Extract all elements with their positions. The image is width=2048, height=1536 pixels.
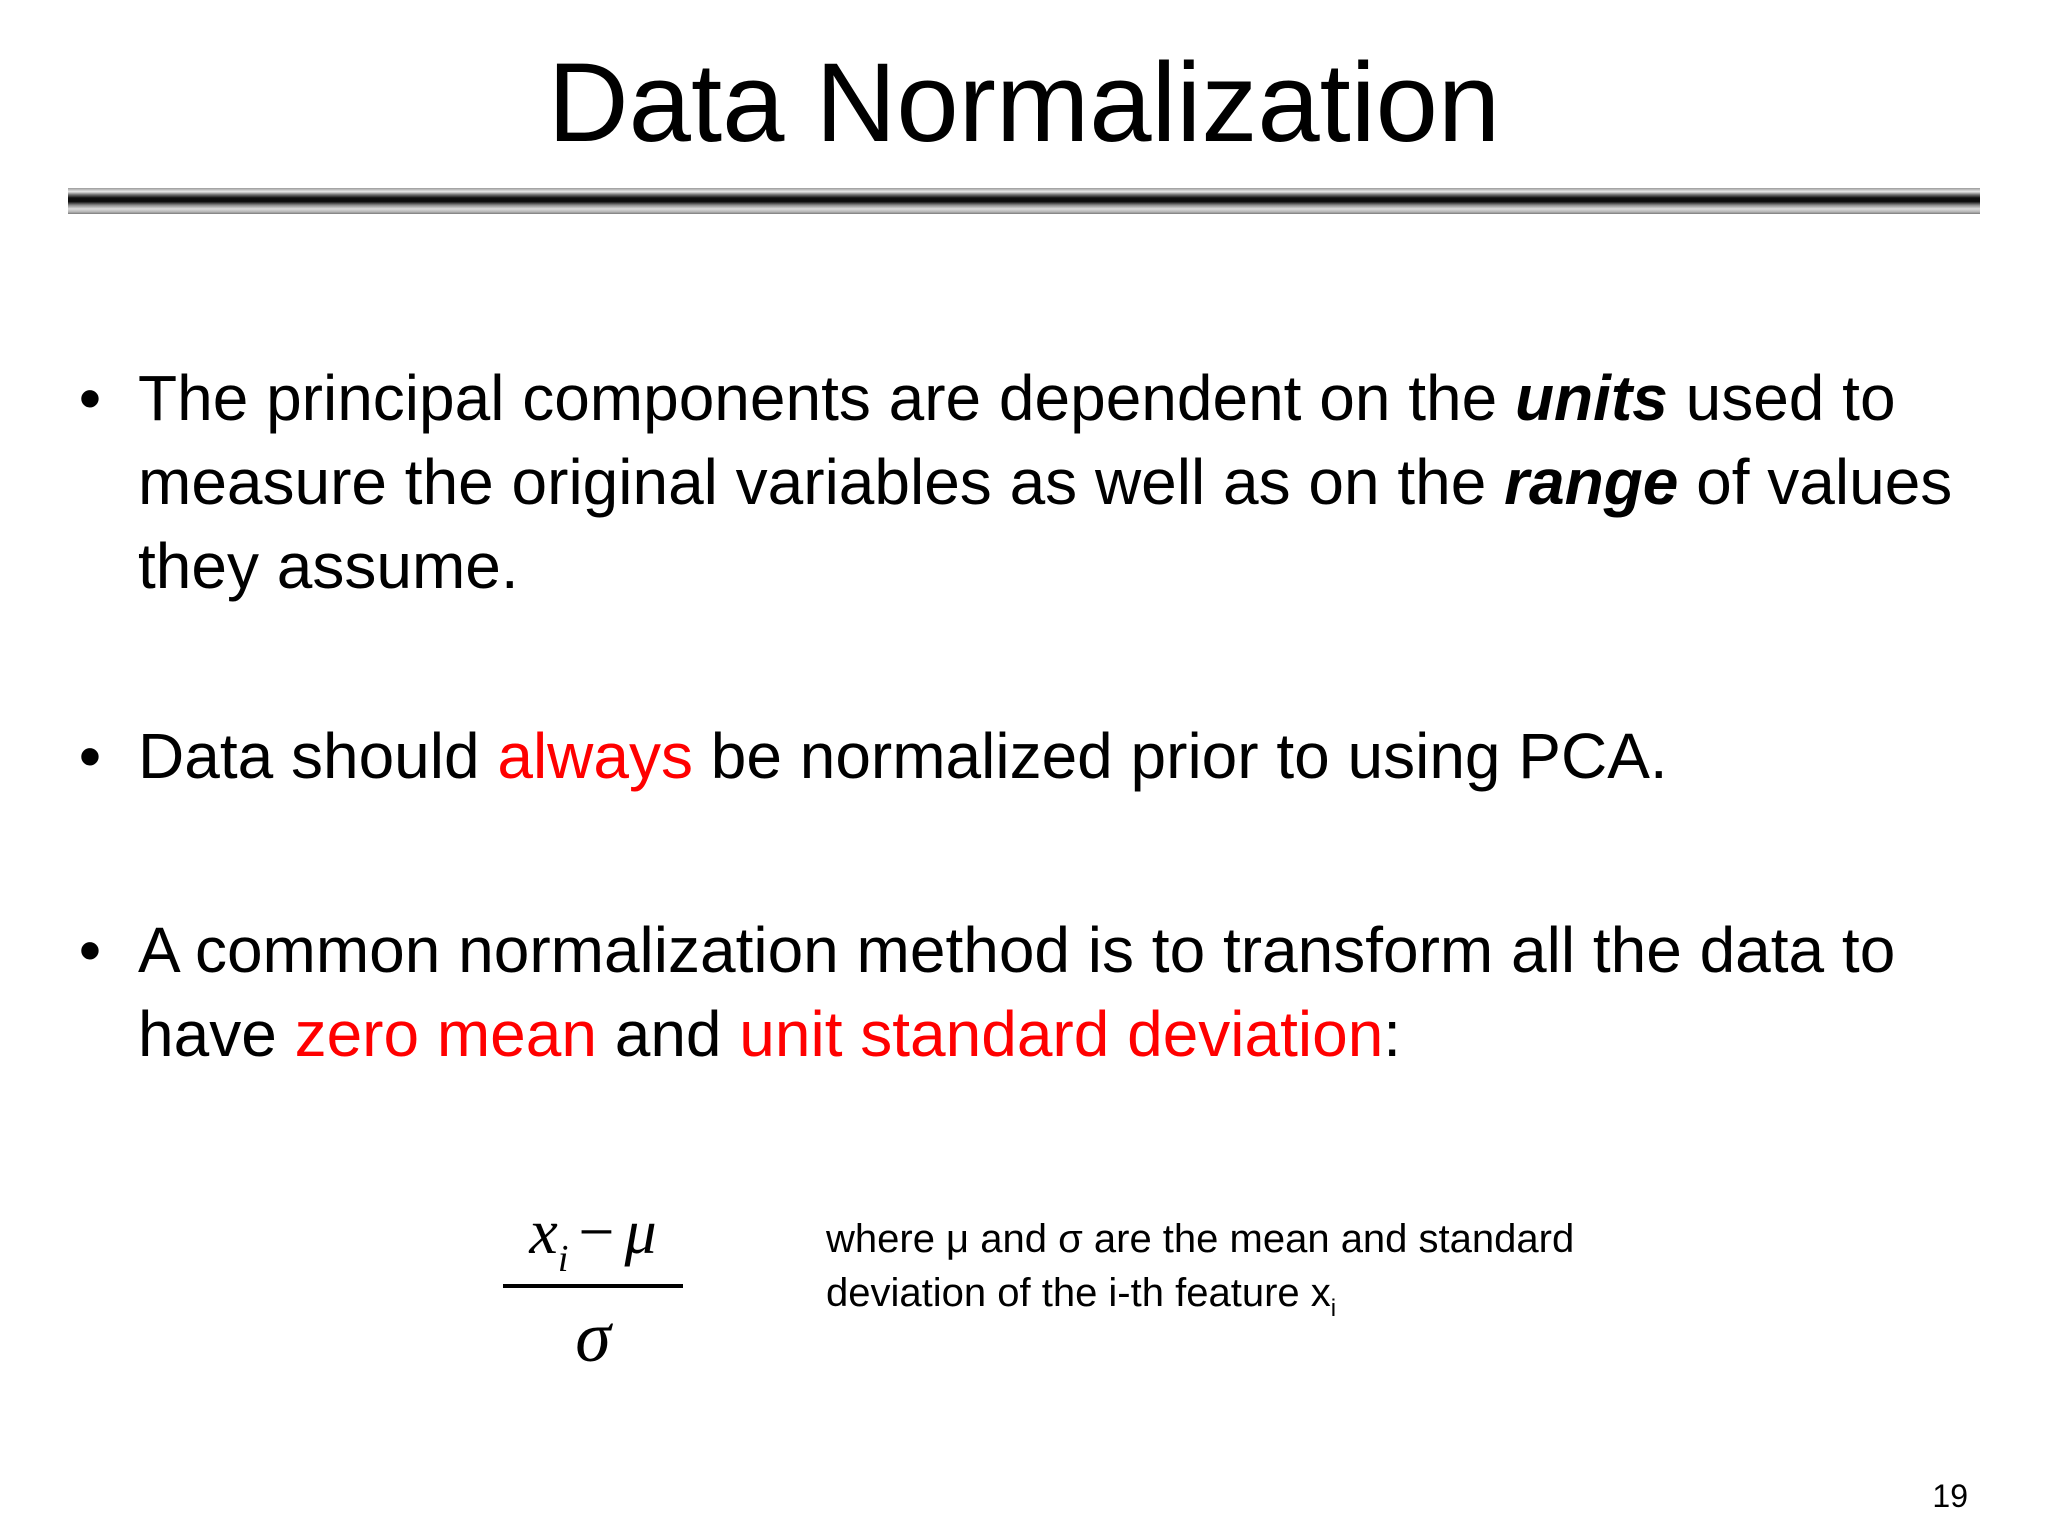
bullet-item xyxy=(70,714,1970,798)
emphasis-range: range xyxy=(1504,446,1679,518)
title-divider xyxy=(68,188,1980,214)
formula-numerator xyxy=(498,1195,688,1278)
bullet-text: of values they assume. xyxy=(138,446,1953,602)
bullet-text: be normalized prior to using PCA. xyxy=(692,720,1668,792)
page-number: 19 xyxy=(1932,1478,1968,1514)
bullet-dot-icon: • xyxy=(78,914,102,986)
note-text: where μ and σ are the mean and standard deviation of the i-th feature x xyxy=(826,1217,1575,1315)
highlight-zero-mean: zero mean xyxy=(294,998,597,1070)
emphasis-units: units xyxy=(1514,362,1668,434)
formula-minus: − xyxy=(578,1196,615,1267)
bullet-item xyxy=(70,908,1970,1076)
fraction-bar xyxy=(503,1284,683,1288)
bullet-text: Data should xyxy=(138,720,498,792)
formula-mean: μ xyxy=(624,1196,657,1267)
bullet-text: : xyxy=(1383,998,1402,1070)
bullet-text: used to measure the original variables as well as on the xyxy=(138,362,1896,518)
bullet-item xyxy=(70,356,1970,608)
slide-title: Data Normalization xyxy=(547,40,1501,165)
bullet-dot-icon: • xyxy=(78,720,102,792)
bullet-dot-icon: • xyxy=(78,362,102,434)
bullet-list xyxy=(70,356,1970,1076)
formula-subscript: i xyxy=(557,1238,569,1280)
highlight-unit-std: unit standard deviation xyxy=(739,998,1384,1070)
normalization-formula xyxy=(498,1195,688,1375)
bullet-text: The principal components are dependent on the xyxy=(138,362,1515,434)
formula-denominator: σ xyxy=(575,1297,611,1377)
bullet-text: A common normalization method is to transform all the data to have xyxy=(138,914,1896,1070)
highlight-always: always xyxy=(497,720,693,792)
formula-variable: x xyxy=(529,1196,558,1267)
bullet-text: and xyxy=(596,998,740,1070)
note-subscript: i xyxy=(1330,1295,1337,1322)
formula-note xyxy=(826,1212,1726,1326)
